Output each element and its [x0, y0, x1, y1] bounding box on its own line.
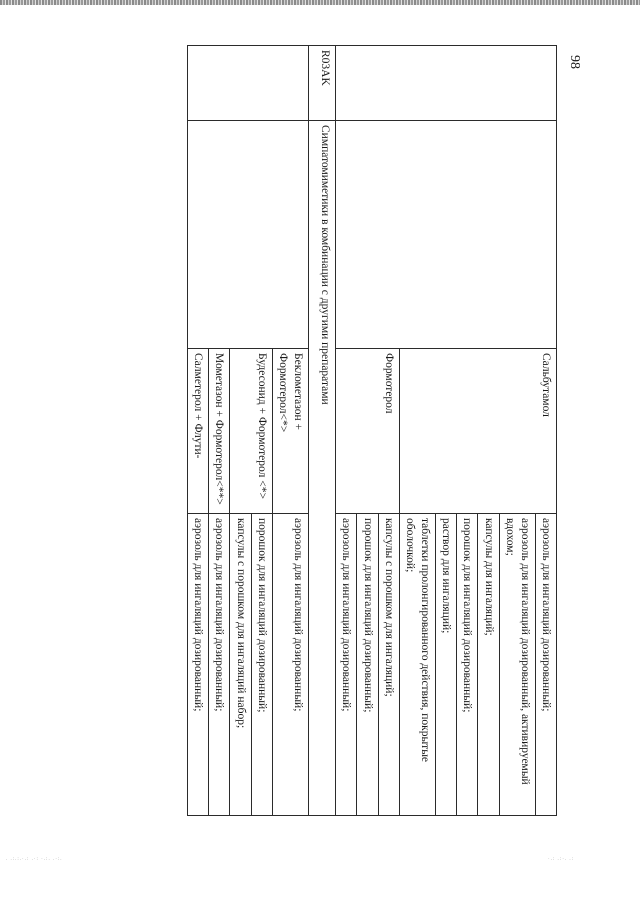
- dosage-form-cell: порошок для ингаляций дозированный;: [357, 514, 378, 816]
- dosage-form-cell: аэрозоль для ингаляций дозированный;: [273, 514, 309, 816]
- dosage-form-cell: аэрозоль для ингаляций дозированный, активируемый вдохом;: [499, 514, 535, 816]
- dosage-form-cell: капсулы с порошком для ингаляций набор;: [230, 514, 251, 816]
- dosage-form-cell: капсулы с порошком для ингаляций;: [378, 514, 399, 816]
- dosage-form-cell: раствор для ингаляций;: [435, 514, 456, 816]
- drug-name-cell: Будесонид + Формотерол <*>: [230, 349, 273, 514]
- dosage-form-cell: аэрозоль для ингаляций дозированный;: [187, 514, 208, 816]
- atc-code-cell-empty: [187, 46, 308, 121]
- page-number: [560, 48, 588, 76]
- dosage-form-cell: аэрозоль для ингаляций дозированный;: [535, 514, 556, 816]
- scan-edge: [0, 0, 640, 5]
- drug-name-cell: Формотерол: [335, 349, 399, 514]
- table-row-group: [308, 46, 335, 816]
- group-name-cell: Симпатомиметики в комбинации с другими препаратами: [308, 121, 335, 816]
- dosage-form-cell: порошок для ингаляций дозированный;: [251, 514, 272, 816]
- scan-noise-right: ·.: .:·. .:: [548, 857, 574, 862]
- table-row: [273, 46, 309, 816]
- drug-name-cell: Сальбутамол: [400, 349, 557, 514]
- drug-name-cell: Мометазон + Формотерол<**>: [209, 349, 230, 514]
- atc-code-cell: R03AK: [308, 46, 335, 121]
- page-number-text: 98: [567, 55, 582, 69]
- group-name-cell-empty: [187, 121, 308, 349]
- dosage-form-cell: порошок для ингаляций дозированный;: [457, 514, 478, 816]
- drug-table: [187, 45, 557, 816]
- drug-name-cell: Салметерол + Флути-: [187, 349, 208, 514]
- dosage-form-cell: таблетки пролонгированного действия, покрытые оболочкой;: [400, 514, 436, 816]
- drug-name-cell: Беклометазон + Формотерол<*>: [273, 349, 309, 514]
- dosage-form-cell: капсулы для ингаляций;: [478, 514, 499, 816]
- table-row: [535, 46, 556, 816]
- document-table-rotated: [57, 45, 557, 815]
- atc-code-cell: [335, 46, 556, 121]
- scan-noise-left: . .:.:.·.: .·: ·.:. .·:.: [6, 857, 63, 862]
- dosage-form-cell: аэрозоль для ингаляций дозированный;: [335, 514, 356, 816]
- group-name-cell: [335, 121, 556, 349]
- dosage-form-cell: аэрозоль для ингаляций дозированный;: [209, 514, 230, 816]
